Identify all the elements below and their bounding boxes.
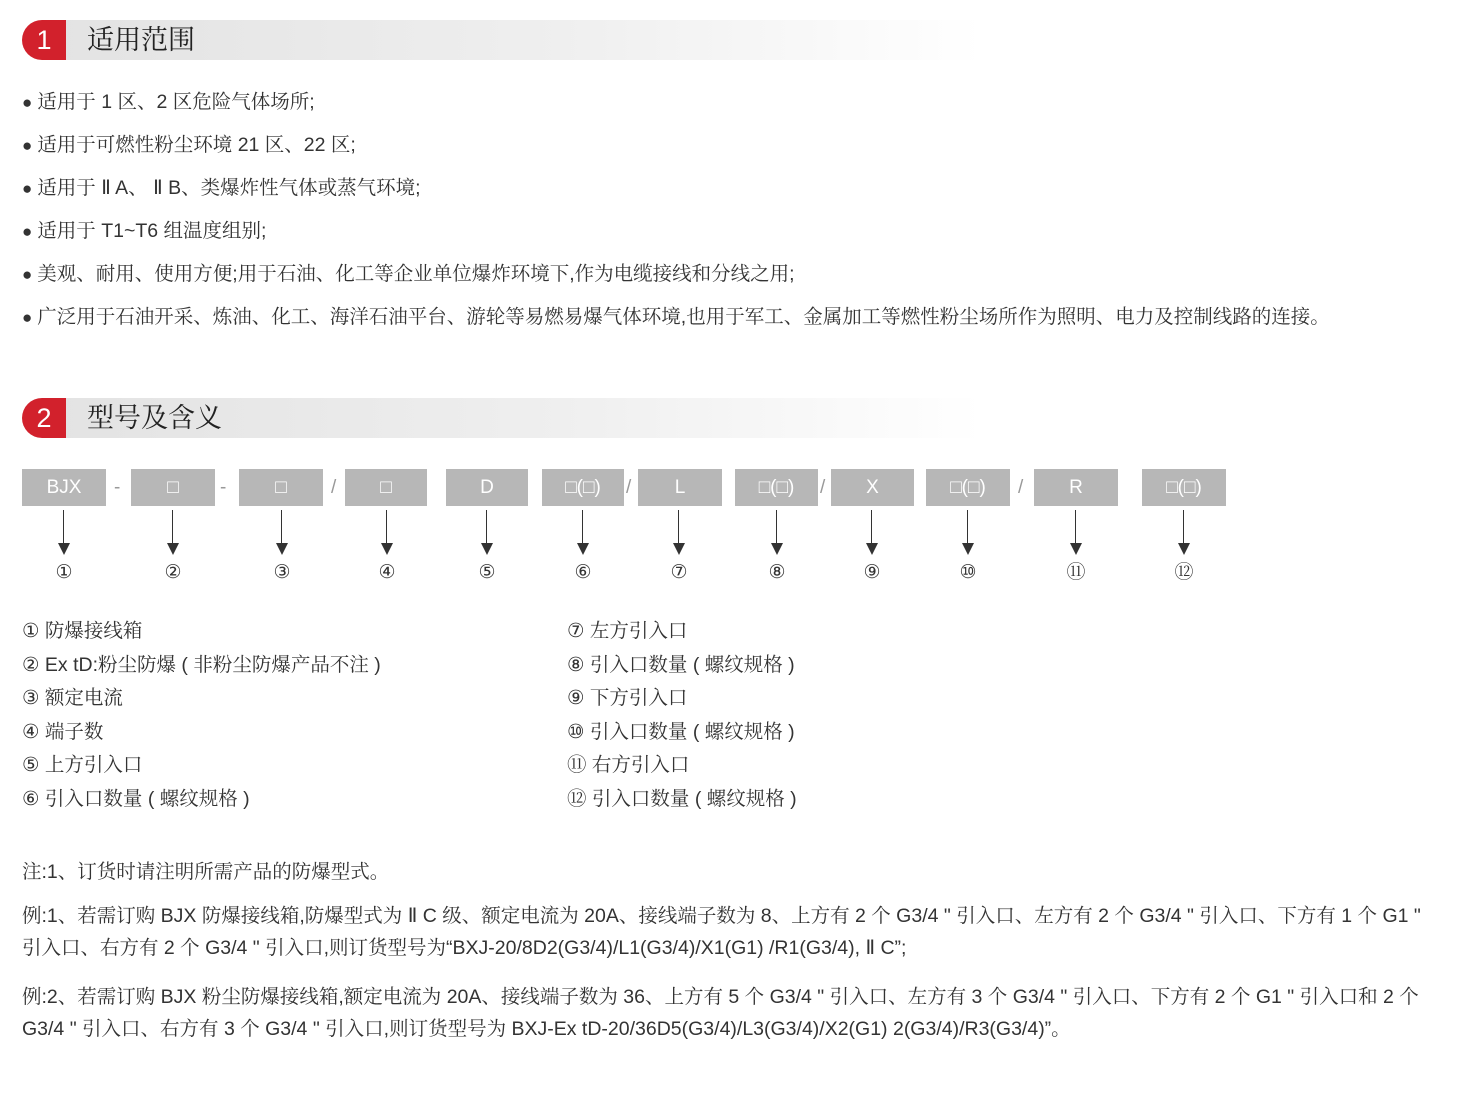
legend-right xyxy=(567,615,797,816)
legend-item: ⑥ 引入口数量 ( 螺纹规格 ) xyxy=(22,787,250,810)
circled-number: ⑦ xyxy=(670,562,688,583)
code-box: □(□) xyxy=(542,469,624,506)
order-note: 注:1、订货时请注明所需产品的防爆型式。 xyxy=(22,861,390,883)
list-item: ● 适用于 Ⅱ A、 Ⅱ B、类爆炸性气体或蒸气环境; xyxy=(22,177,421,199)
legend-item: ② Ex tD:粉尘防爆 ( 非粉尘防爆产品不注 ) xyxy=(22,653,381,676)
legend-item: ⑧ 引入口数量 ( 螺纹规格 ) xyxy=(567,653,795,676)
legend-left xyxy=(22,615,381,816)
code-separator: / xyxy=(820,477,826,498)
arrow-down-icon xyxy=(1178,510,1190,556)
bullet-icon: ● xyxy=(22,265,33,284)
legend-item: ③ 额定电流 xyxy=(22,687,123,709)
model-code-diagram xyxy=(0,469,1462,507)
list-item: ● 适用于 1 区、2 区危险气体场所; xyxy=(22,91,315,113)
legend-item: ⑤ 上方引入口 xyxy=(22,754,143,776)
code-box: BJX xyxy=(22,469,106,506)
section-number-badge: 1 xyxy=(22,20,66,60)
arrow-down-icon xyxy=(577,510,589,556)
code-box: □(□) xyxy=(1142,469,1226,506)
code-separator: - xyxy=(220,477,227,498)
arrow-down-icon xyxy=(167,510,179,556)
arrow-down-icon xyxy=(58,510,70,556)
circled-number: ⑪ xyxy=(1066,562,1086,583)
section-title: 适用范围 xyxy=(87,25,195,55)
code-box: X xyxy=(831,469,914,506)
circled-number: ④ xyxy=(378,562,396,583)
arrow-down-icon xyxy=(1070,510,1082,556)
section-header-model xyxy=(22,398,982,438)
arrow-down-icon xyxy=(771,510,783,556)
code-box: D xyxy=(446,469,528,506)
order-example-2: 例:2、若需订购 BJX 粉尘防爆接线箱,额定电流为 20A、接线端子数为 36、上方有 5 个 G3/4 " 引入口、左方有 3 个 G3/4 " 引入口、下方有 2 个 G1 " 引入口和 2 个 G3/4 " 引入口、右方有 3 个 G3/4 " 引入口,则订货型号为 BXJ-Ex tD-20/36D5(G3/4)/L3(G3/4)/X2(G1) 2(G3/4)/R3(G3/4)”。 xyxy=(22,986,1419,1040)
circled-number: ⑧ xyxy=(768,562,786,583)
circled-number: ① xyxy=(55,562,73,583)
code-box: □ xyxy=(239,469,323,506)
bullet-icon: ● xyxy=(22,308,33,327)
legend-item: ⑩ 引入口数量 ( 螺纹规格 ) xyxy=(567,720,795,743)
legend-item: ④ 端子数 xyxy=(22,720,104,743)
list-item: ● 适用于可燃性粉尘环境 21 区、22 区; xyxy=(22,134,356,156)
order-example-1: 例:1、若需订购 BJX 防爆接线箱,防爆型式为 Ⅱ C 级、额定电流为 20A、接线端子数为 8、上方有 2 个 G3/4 " 引入口、左方有 2 个 G3/4 " 引入口、下方有 1 个 G1 " 引入口、右方有 2 个 G3/4 " 引入口,则订货型号为“BXJ-20/8D2(G3/4)/L1(G3/4)/X1(G1) /R1(G3/4), Ⅱ C”; xyxy=(22,905,1421,959)
arrow-down-icon xyxy=(673,510,685,556)
code-separator: / xyxy=(331,477,337,498)
section-number-badge: 2 xyxy=(22,398,66,438)
circled-number: ⑥ xyxy=(574,562,592,583)
legend-item: ① 防爆接线箱 xyxy=(22,620,143,642)
arrow-down-icon xyxy=(481,510,493,556)
code-separator: / xyxy=(626,477,632,498)
code-box: L xyxy=(638,469,722,506)
scope-list xyxy=(22,84,1330,342)
code-box: □(□) xyxy=(926,469,1010,506)
circled-number: ⑫ xyxy=(1174,562,1194,583)
bullet-icon: ● xyxy=(22,179,33,198)
circled-number: ⑨ xyxy=(863,562,881,583)
arrow-down-icon xyxy=(276,510,288,556)
list-item: ● 广泛用于石油开采、炼油、化工、海洋石油平台、游轮等易燃易爆气体环境,也用于军工、金属加工等燃性粉尘场所作为照明、电力及控制线路的连接。 xyxy=(22,306,1330,328)
arrow-down-icon xyxy=(381,510,393,556)
list-item: ● 适用于 T1~T6 组温度组别; xyxy=(22,220,267,242)
bullet-icon: ● xyxy=(22,93,33,112)
code-box: R xyxy=(1034,469,1118,506)
code-box: □(□) xyxy=(735,469,818,506)
section-title: 型号及含义 xyxy=(87,403,222,433)
code-separator: - xyxy=(114,477,121,498)
code-separator: / xyxy=(1018,477,1024,498)
legend-item: ⑦ 左方引入口 xyxy=(567,620,688,642)
circled-number: ③ xyxy=(273,562,291,583)
section-header-scope xyxy=(22,20,982,60)
legend-item: ⑫ 引入口数量 ( 螺纹规格 ) xyxy=(567,787,797,810)
arrow-down-icon xyxy=(866,510,878,556)
legend-item: ⑨ 下方引入口 xyxy=(567,687,688,709)
arrow-down-icon xyxy=(962,510,974,556)
legend-item: ⑪ 右方引入口 xyxy=(567,754,690,776)
code-box: □ xyxy=(131,469,215,506)
bullet-icon: ● xyxy=(22,136,33,155)
circled-number: ⑩ xyxy=(959,562,977,583)
bullet-icon: ● xyxy=(22,222,33,241)
code-box: □ xyxy=(345,469,427,506)
circled-number: ⑤ xyxy=(478,562,496,583)
circled-number: ② xyxy=(164,562,182,583)
list-item: ● 美观、耐用、使用方便;用于石油、化工等企业单位爆炸环境下,作为电缆接线和分线之用; xyxy=(22,263,795,285)
